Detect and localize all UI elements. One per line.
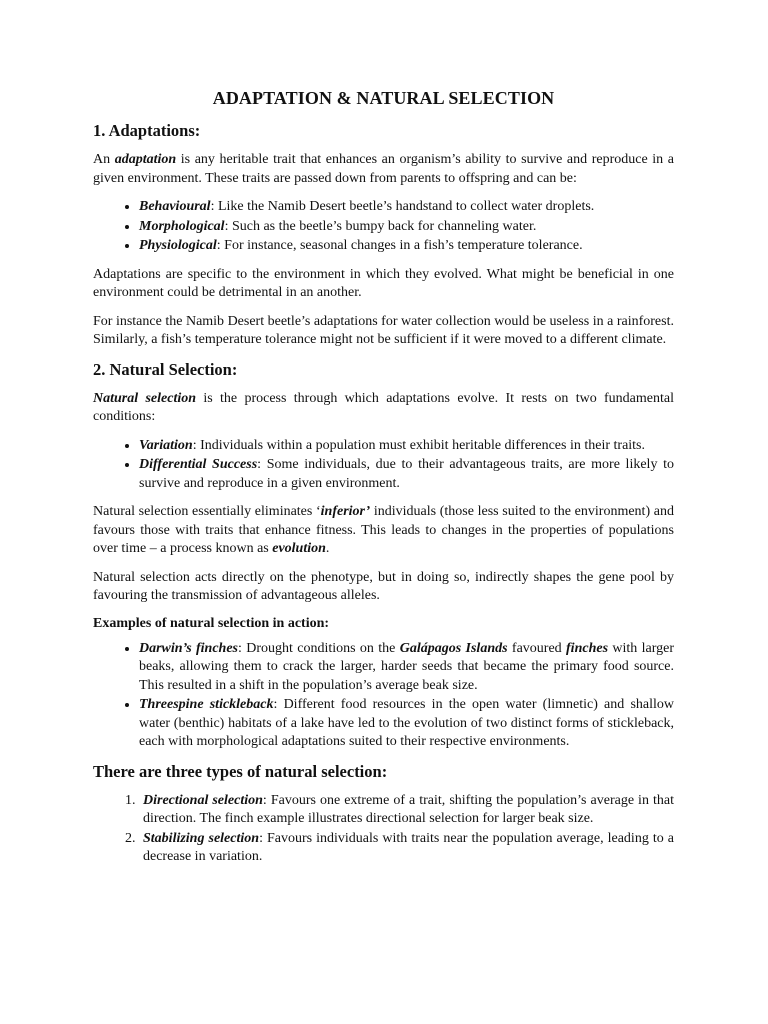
text: : Individuals within a population must exhibit heritable differences in their traits. bbox=[192, 437, 646, 453]
term: Directional selection bbox=[143, 792, 263, 808]
term: Behavioural bbox=[139, 199, 211, 214]
paragraph: Natural selection acts directly on the phenotype, but in doing so, indirectly shapes the gene pool by favouring the transmission of advantageous alleles. bbox=[93, 569, 674, 603]
term: Variation bbox=[139, 437, 193, 453]
list-item bbox=[139, 237, 674, 256]
conditions-list bbox=[93, 437, 674, 494]
term: Morphological bbox=[139, 218, 225, 234]
list-item bbox=[139, 437, 674, 456]
list-item bbox=[139, 696, 674, 752]
adaptation-types-list bbox=[93, 198, 674, 256]
text: is the process through which adaptations evolve. It rests on two fundamental conditions: bbox=[93, 390, 674, 424]
term: Differential Success bbox=[139, 457, 258, 472]
list-item bbox=[139, 792, 674, 829]
term: adaptation bbox=[114, 152, 177, 167]
paragraph: Adaptations are specific to the environment in which they evolved. What might be beneficial in one environment could be detrimental in an another. bbox=[93, 266, 674, 300]
list-item bbox=[139, 456, 674, 493]
text: is any heritable trait that enhances an organism’s ability to survive and reproduce in a given environment. These traits are passed down from parents to offspring and can be: bbox=[93, 152, 674, 186]
term: Threespine stickleback bbox=[139, 697, 274, 712]
list-item bbox=[139, 198, 674, 217]
section-heading-adaptations: 1. Adaptations: bbox=[93, 121, 201, 140]
text: . bbox=[325, 541, 330, 556]
text: with larger beaks, allowing them to crack the larger, harder seeds that became the primary food source. This resulted in a shift in the population’s average beak size. bbox=[139, 640, 674, 693]
paragraph bbox=[93, 390, 674, 427]
section-heading-natural-selection: 2. Natural Selection: bbox=[93, 359, 238, 379]
text: : Favours individuals with traits near the population average, leading to a decrease in variation. bbox=[143, 830, 674, 864]
list-item bbox=[139, 218, 674, 237]
selection-types-list bbox=[93, 792, 674, 867]
paragraph bbox=[93, 503, 674, 559]
term: Physiological bbox=[139, 238, 217, 253]
term: inferior’ bbox=[320, 504, 371, 519]
text: : Some individuals, due to their advantageous traits, are more likely to survive and reproduce in a given environment. bbox=[139, 457, 674, 491]
text: favoured bbox=[507, 640, 567, 656]
term: Stabilizing selection bbox=[143, 830, 260, 846]
text: : Favours one extreme of a trait, shifting the population’s average in that direction. The finch example illustrates directional selection for larger beak size. bbox=[143, 792, 674, 826]
list-item bbox=[139, 830, 674, 867]
text: : Different food resources in the open water (limnetic) and shallow water (benthic) habitats of a lake have led to the evolution of two distinct forms of stickleback, each with morphological adaptations suited to their respective environments. bbox=[139, 697, 675, 749]
text: An bbox=[93, 152, 115, 167]
term: finches bbox=[566, 640, 609, 656]
document-title: ADAPTATION & NATURAL SELECTION bbox=[212, 88, 555, 108]
paragraph: For instance the Namib Desert beetle’s adaptations for water collection would be useless in a rainforest. Similarly, a fish’s temperature tolerance might not be sufficient if it were moved to a different climate. bbox=[93, 313, 674, 347]
text: Natural selection essentially eliminates ‘ bbox=[93, 504, 321, 519]
text: : For instance, seasonal changes in a fish’s temperature tolerance. bbox=[216, 238, 583, 253]
text: : Like the Namib Desert beetle’s handstand to collect water droplets. bbox=[210, 199, 595, 214]
text: : Such as the beetle’s bumpy back for channeling water. bbox=[224, 218, 537, 234]
list-item bbox=[139, 640, 674, 696]
term: Darwin’s finches bbox=[139, 640, 238, 656]
term: evolution bbox=[272, 541, 326, 556]
term: Galápagos Islands bbox=[399, 640, 508, 656]
section-heading-types: There are three types of natural selection: bbox=[93, 761, 388, 781]
text: individuals (those less suited to the environment) and favours those with traits that enhance fitness. This leads to changes in the properties of populations over time – a process known as bbox=[93, 504, 674, 556]
examples-list bbox=[93, 640, 674, 752]
text: : Drought conditions on the bbox=[238, 640, 400, 656]
examples-heading: Examples of natural selection in action: bbox=[93, 615, 330, 631]
term: Natural selection bbox=[93, 390, 197, 406]
paragraph bbox=[93, 151, 674, 188]
